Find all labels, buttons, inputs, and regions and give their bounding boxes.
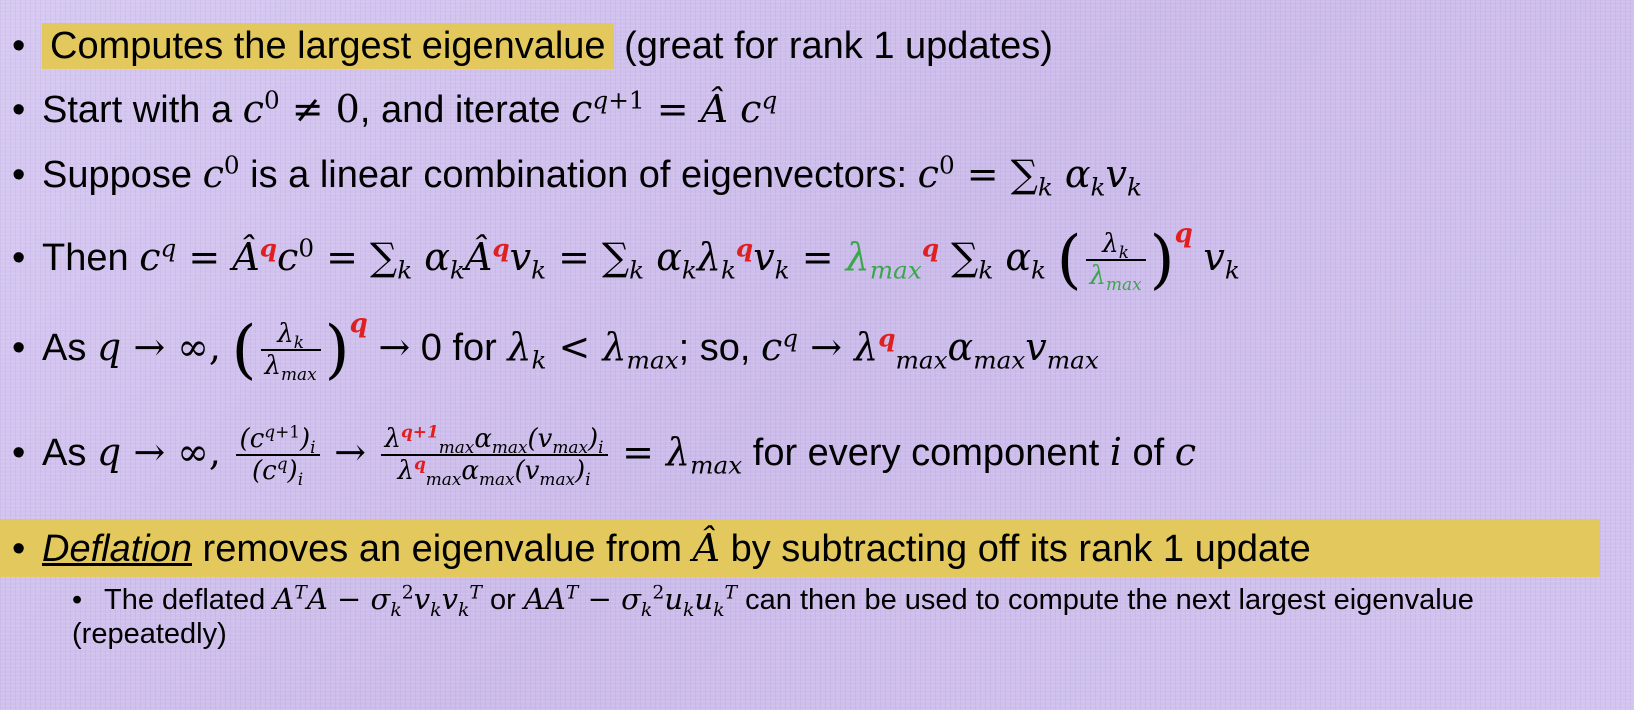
arrow-symbol: → — [378, 325, 411, 370]
bullet-text: Suppose — [42, 154, 193, 196]
bullet-text: for every component — [752, 432, 1100, 475]
bullet-dot: • — [12, 25, 26, 67]
bullet-text: (great for rank 1 updates) — [624, 25, 1053, 67]
math-variable: c — [1174, 430, 1197, 475]
bullet-line-6 — [12, 421, 1197, 490]
math-expression: $AA^T - \sigma_k^2u_ku_k^T$ — [523, 582, 738, 621]
bullet-dot: • — [12, 237, 26, 280]
math-expression: $A^TA - \sigma_k^2v_kv_k^T$ — [273, 582, 482, 621]
bullet-line-5: • As q → ∞, ( $\frac{\lambda_k}{\lambda_{max}}$ )$^q$ → 0 for $\lambda_k < \lambda_{max}$; so, $c^q \to \lambda^q_{max}\alpha_{max}v_{max}$ — [12, 309, 1099, 387]
highlighted-text: Computes the largest eigenvalue — [42, 23, 614, 69]
left-paren: ( — [1056, 223, 1082, 297]
bullet-text: by subtracting off its rank 1 update — [730, 528, 1311, 570]
arrow-symbol: → — [334, 430, 366, 475]
bullet-text: Start with a — [42, 89, 233, 131]
bullet-text: Then — [42, 237, 129, 280]
math-expression: $c^0 \ne 0$ — [242, 85, 360, 131]
bullet-dot: • — [12, 432, 26, 475]
bullet-dot: • — [12, 154, 26, 196]
bullet-text: of — [1132, 432, 1165, 475]
bullet-dot: • — [12, 89, 26, 131]
fraction: $\frac{\lambda_k}{\lambda_{max}}$ — [261, 319, 321, 381]
bullet-dot: • — [12, 528, 26, 570]
math-expression: $c^0$ — [202, 150, 240, 196]
bullet-text: can then be used to compute the next largest eigenvalue (repeatedly) — [72, 584, 1474, 650]
bullet-text: ; so, — [678, 327, 751, 370]
sub-bullet — [72, 582, 1612, 651]
deflation-term: Deflation — [42, 528, 192, 570]
math-variable: i — [1109, 430, 1122, 475]
right-paren: ) — [1149, 223, 1175, 297]
fraction: $\frac{\lambda_k}{\lambda_{max}}$ — [1086, 229, 1146, 291]
left-paren: ( — [231, 313, 257, 387]
bullet-line-2 — [12, 85, 777, 134]
math-expression: $c^{q+1}$ = Â $c^q$ — [571, 85, 778, 131]
math-expression: $c^0 = \sum_k$ $\alpha_kv_k$ — [917, 150, 1142, 202]
bullet-dot: • — [72, 584, 83, 616]
fraction: $\frac{(c^{q+1})_i}{(c^q)_i}$ — [236, 424, 320, 486]
bullet-text: As — [42, 432, 87, 475]
bullet-text: As — [42, 327, 87, 370]
bullet-dot: • — [12, 327, 26, 370]
math-expression: Â — [692, 526, 721, 570]
bullet-line-1 — [12, 22, 1053, 70]
fraction: $\frac{\lambda^{q+1}_{max}\alpha_{max}(v_{max})_i}{\lambda^q_{max}\alpha_{max}(v_{max})_i}$ — [381, 424, 608, 486]
bullet-text: is a linear combination of eigenvectors: — [250, 154, 908, 196]
bullet-line-7 — [12, 524, 1311, 573]
math-expression: q → ∞, — [96, 430, 221, 475]
bullet-text: The deflated — [104, 584, 266, 616]
math-expression: $c^q$ = $Â^qc^0 = \sum_k$ $\alpha_kÂ^qv_k = \sum_k$ $\alpha_k\lambda_k^qv_k = \lambda_{max}^q$ $\sum_k$ $\alpha_k$ — [139, 233, 1046, 285]
bullet-text: removes an eigenvalue from — [202, 528, 683, 570]
math-expression: q → ∞, — [96, 325, 221, 370]
math-expression: $v_k$ — [1203, 235, 1240, 285]
right-paren: ) — [324, 313, 350, 387]
bullet-text: or — [490, 584, 516, 616]
math-expression: $\lambda_k < \lambda_{max}$ — [507, 325, 679, 375]
math-expression: $c^q \to \lambda^q_{max}\alpha_{max}v_{max}$ — [760, 323, 1099, 375]
bullet-text: , and iterate — [359, 89, 561, 131]
math-expression: = $\lambda_{max}$ — [622, 430, 743, 480]
bullet-line-4: • Then $c^q$ = $Â^qc^0 = \sum_k$ $\alpha_kÂ^qv_k = \sum_k$ $\alpha_k\lambda_k^qv_k = \lambda_{max}^q$ $\sum_k$ $\alpha_k$ ( $\frac{\lambda_k}{\lambda_{max}}$ )$^q$ $v_k$ — [12, 219, 1240, 297]
bullet-line-3 — [12, 150, 1142, 202]
bullet-text: 0 for — [420, 327, 497, 370]
